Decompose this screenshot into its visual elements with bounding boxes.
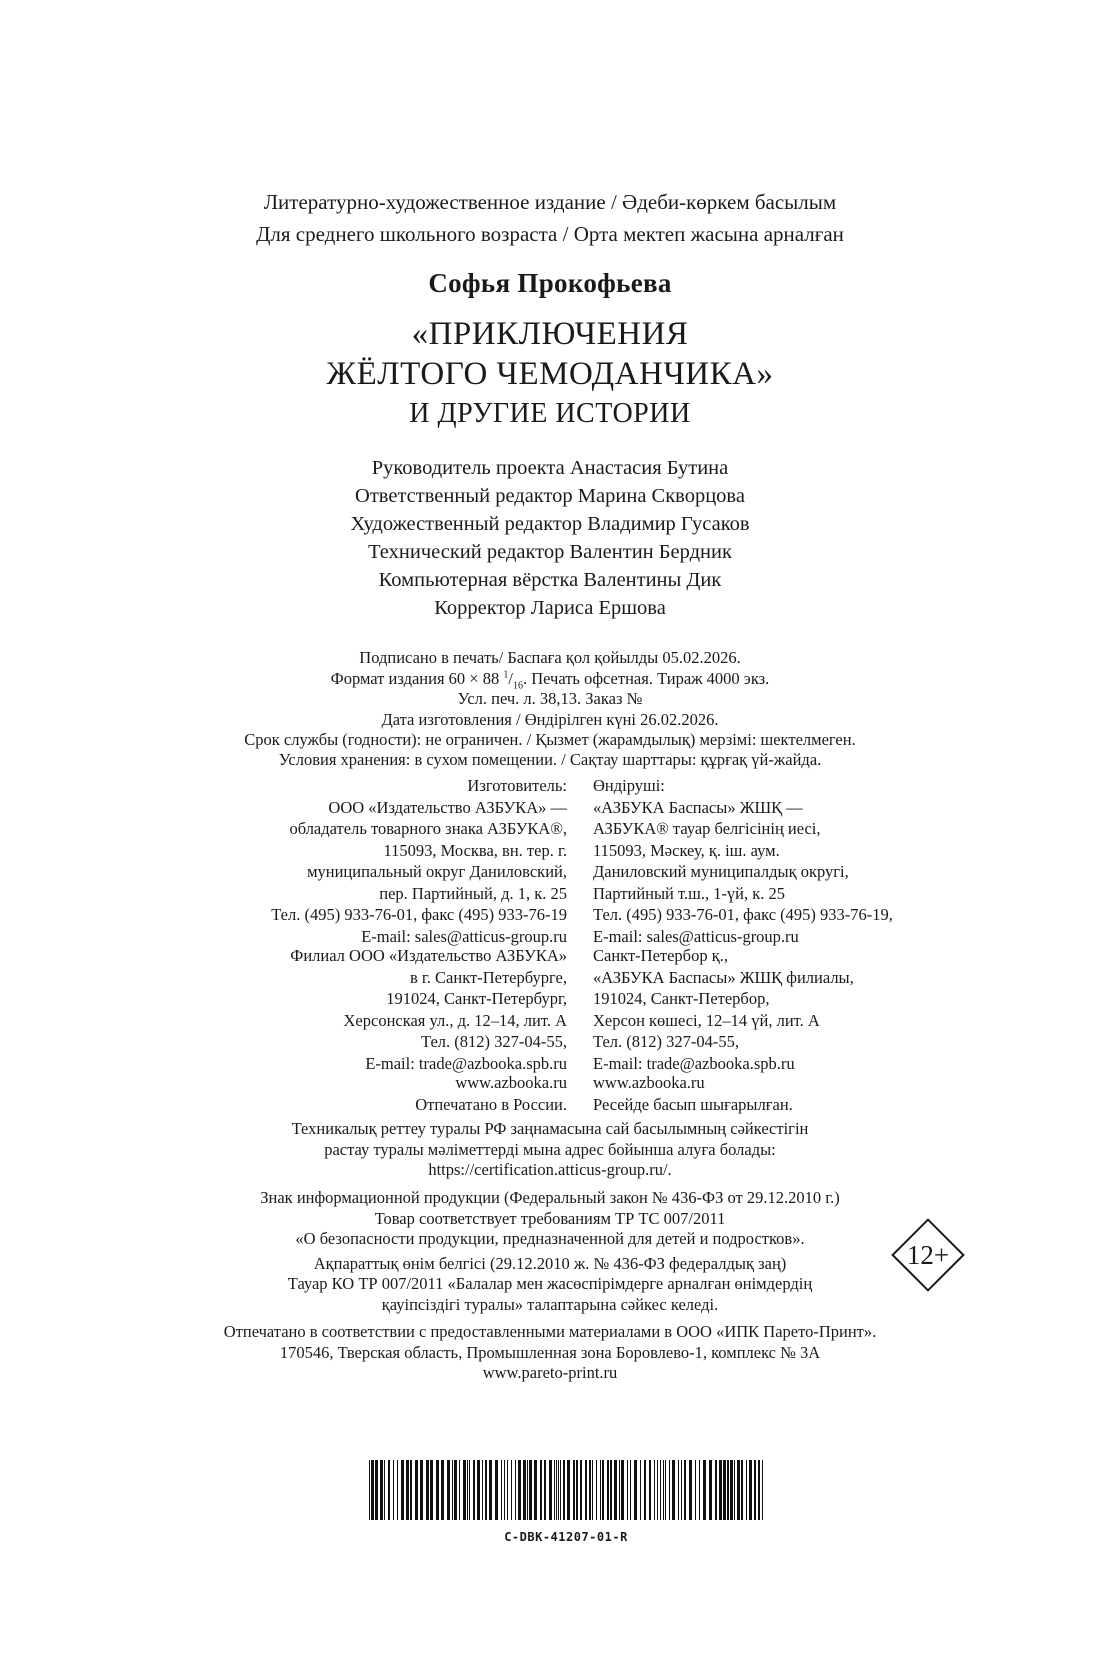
branch-kz-line: 191024, Санкт-Петербор, xyxy=(593,989,770,1008)
manufacturer-ru xyxy=(271,775,567,947)
credit-line: Руководитель проекта Анастасия Бутина xyxy=(371,457,729,479)
manufacturer-kz-line: E-mail: sales@atticus-group.ru xyxy=(593,926,799,946)
branch-kz-line: Херсон көшесі, 12–14 үй, лит. А xyxy=(593,1010,820,1030)
branch-ru-line: Филиал ООО «Издательство АЗБУКА» xyxy=(290,946,567,965)
manufacture-date: Дата изготовления / Өндірілген күні 26.02.2026. xyxy=(381,710,719,729)
info-sign-line: Тауар КО ТР 007/2011 «Балалар мен жасөспірімдерге арналған өнімдердің xyxy=(287,1274,813,1293)
manufacturer-kz-line: Тел. (495) 933-76-01, факс (495) 933-76-19, xyxy=(593,905,893,924)
manufacturer-ru-line: муниципальный округ Даниловский, xyxy=(307,862,567,881)
branch-ru-line: Херсонская ул., д. 12–14, лит. А xyxy=(343,1010,567,1030)
website-link[interactable]: www.azbooka.ru xyxy=(593,1073,705,1092)
manufacturer-kz-line: 115093, Мәскеу, қ. іш. аум. xyxy=(593,840,780,860)
manufacturer-kz-line: Өндіруші: xyxy=(593,776,665,795)
web-kz xyxy=(593,1072,793,1115)
barcode xyxy=(369,1460,763,1520)
branch-ru-line: в г. Санкт-Петербурге, xyxy=(409,967,567,987)
certification-line: растау туралы мәліметтерді мына адрес бойынша алуға болады: xyxy=(324,1140,776,1159)
audience-line: Для среднего школьного возраста / Орта мектеп жасына арналған xyxy=(256,222,844,246)
manufacturer-ru-line: пер. Партийный, д. 1, к. 25 xyxy=(379,883,567,903)
info-sign-line: Товар соответствует требованиям ТР ТС 007/2011 xyxy=(374,1209,726,1228)
branch-kz-line: E-mail: trade@azbooka.spb.ru xyxy=(593,1053,795,1073)
printed-in-kz: Ресейде басып шығарылған. xyxy=(593,1094,793,1114)
manufacturer-kz-line: Даниловский муниципалдық округі, xyxy=(593,862,849,881)
info-sign-line: Знак информационной продукции (Федеральный закон № 436-ФЗ от 29.12.2010 г.) xyxy=(260,1188,840,1207)
genre-line: Литературно-художественное издание / Әдеби-көркем басылым xyxy=(263,190,837,214)
certification-line: Техникалық реттеу туралы РФ заңнамасына сай басылымның сәйкестігін xyxy=(291,1119,809,1138)
branch-kz-line: Санкт-Петербор қ., xyxy=(593,946,728,965)
age-rating-label: 12+ xyxy=(906,1240,950,1270)
branch-ru-line: Тел. (812) 327-04-55, xyxy=(421,1032,567,1051)
manufacturer-ru-line: ООО «Издательство АЗБУКА» — xyxy=(328,797,567,817)
service-life: Срок службы (годности): не ограничен. / Қызмет (жарамдылық) мерзімі: шектелмеген. xyxy=(244,730,856,749)
info-sign-line: қауіпсіздігі туралы» талаптарына сәйкес келеді. xyxy=(381,1295,719,1314)
printer-website[interactable]: www.pareto-print.ru xyxy=(482,1363,618,1382)
website-link[interactable]: www.azbooka.ru xyxy=(455,1073,567,1092)
info-sign-line: Ақпараттық өнім белгісі (29.12.2010 ж. № 436-ФЗ федералдық заң) xyxy=(313,1254,787,1273)
manufacturer-kz-line: Партийный т.ш., 1-үй, к. 25 xyxy=(593,883,786,903)
print-format: Формат издания 60 × 88 $^1/_{16}$. Печать офсетная. Тираж 4000 экз. xyxy=(330,669,770,692)
manufacturer-ru-line: E-mail: sales@atticus-group.ru xyxy=(361,926,567,946)
printer-line: Отпечатано в соответствии с предоставленными материалами в ООО «ИПК Парето-Принт». xyxy=(223,1322,877,1341)
credit-line: Корректор Лариса Ершова xyxy=(434,597,666,619)
printed-in-ru: Отпечатано в России. xyxy=(415,1094,567,1114)
manufacturer-ru-line: Тел. (495) 933-76-01, факс (495) 933-76-19 xyxy=(271,905,567,924)
credit-line: Компьютерная вёрстка Валентины Дик xyxy=(378,569,722,591)
credit-line: Ответственный редактор Марина Скворцова xyxy=(355,485,745,507)
manufacturer-kz xyxy=(593,775,893,947)
manufacturer-kz-line: «АЗБУКА Баспасы» ЖШҚ — xyxy=(593,797,803,817)
storage-conditions: Условия хранения: в сухом помещении. / Сақтау шарттары: құрғақ үй-жайда. xyxy=(278,750,822,769)
manufacturer-ru-line: 115093, Москва, вн. тер. г. xyxy=(383,840,567,860)
manufacturer-ru-line: Изготовитель: xyxy=(467,776,567,795)
book-title-line-2: ЖЁЛТОГО ЧЕМОДАНЧИКА» xyxy=(326,356,774,392)
credit-line: Художественный редактор Владимир Гусаков xyxy=(350,513,750,535)
branch-ru-line: 191024, Санкт-Петербург, xyxy=(386,989,567,1008)
manufacturer-ru-line: обладатель товарного знака АЗБУКА®, xyxy=(289,819,567,838)
credit-line: Технический редактор Валентин Бердник xyxy=(368,541,732,563)
signed-date: Подписано в печать/ Баспаға қол қойылды 05.02.2026. xyxy=(359,648,741,667)
book-subtitle: И ДРУГИЕ ИСТОРИИ xyxy=(409,398,691,429)
info-sign-line: «О безопасности продукции, предназначенной для детей и подростков». xyxy=(295,1229,805,1248)
barcode-label: C-DBK-41207-01-R xyxy=(504,1530,628,1544)
manufacturer-kz-line: АЗБУКА® тауар белгісінің иесі, xyxy=(593,819,821,838)
author-name: Софья Прокофьева xyxy=(428,268,672,298)
branch-kz xyxy=(593,945,854,1074)
certification-url[interactable]: https://certification.atticus-group.ru/. xyxy=(428,1160,672,1179)
age-rating-badge xyxy=(884,1211,972,1299)
book-title-line-1: «ПРИКЛЮЧЕНИЯ xyxy=(411,316,689,352)
printer-address: 170546, Тверская область, Промышленная зона Боровлево-1, комплекс № 3А xyxy=(279,1343,821,1362)
branch-kz-line: Тел. (812) 327-04-55, xyxy=(593,1032,739,1051)
branch-kz-line: «АЗБУКА Баспасы» ЖШҚ филиалы, xyxy=(593,967,854,987)
branch-ru xyxy=(290,945,567,1074)
web-ru xyxy=(415,1072,567,1115)
print-sheets: Усл. печ. л. 38,13. Заказ № xyxy=(457,689,643,708)
branch-ru-line: E-mail: trade@azbooka.spb.ru xyxy=(365,1053,567,1073)
